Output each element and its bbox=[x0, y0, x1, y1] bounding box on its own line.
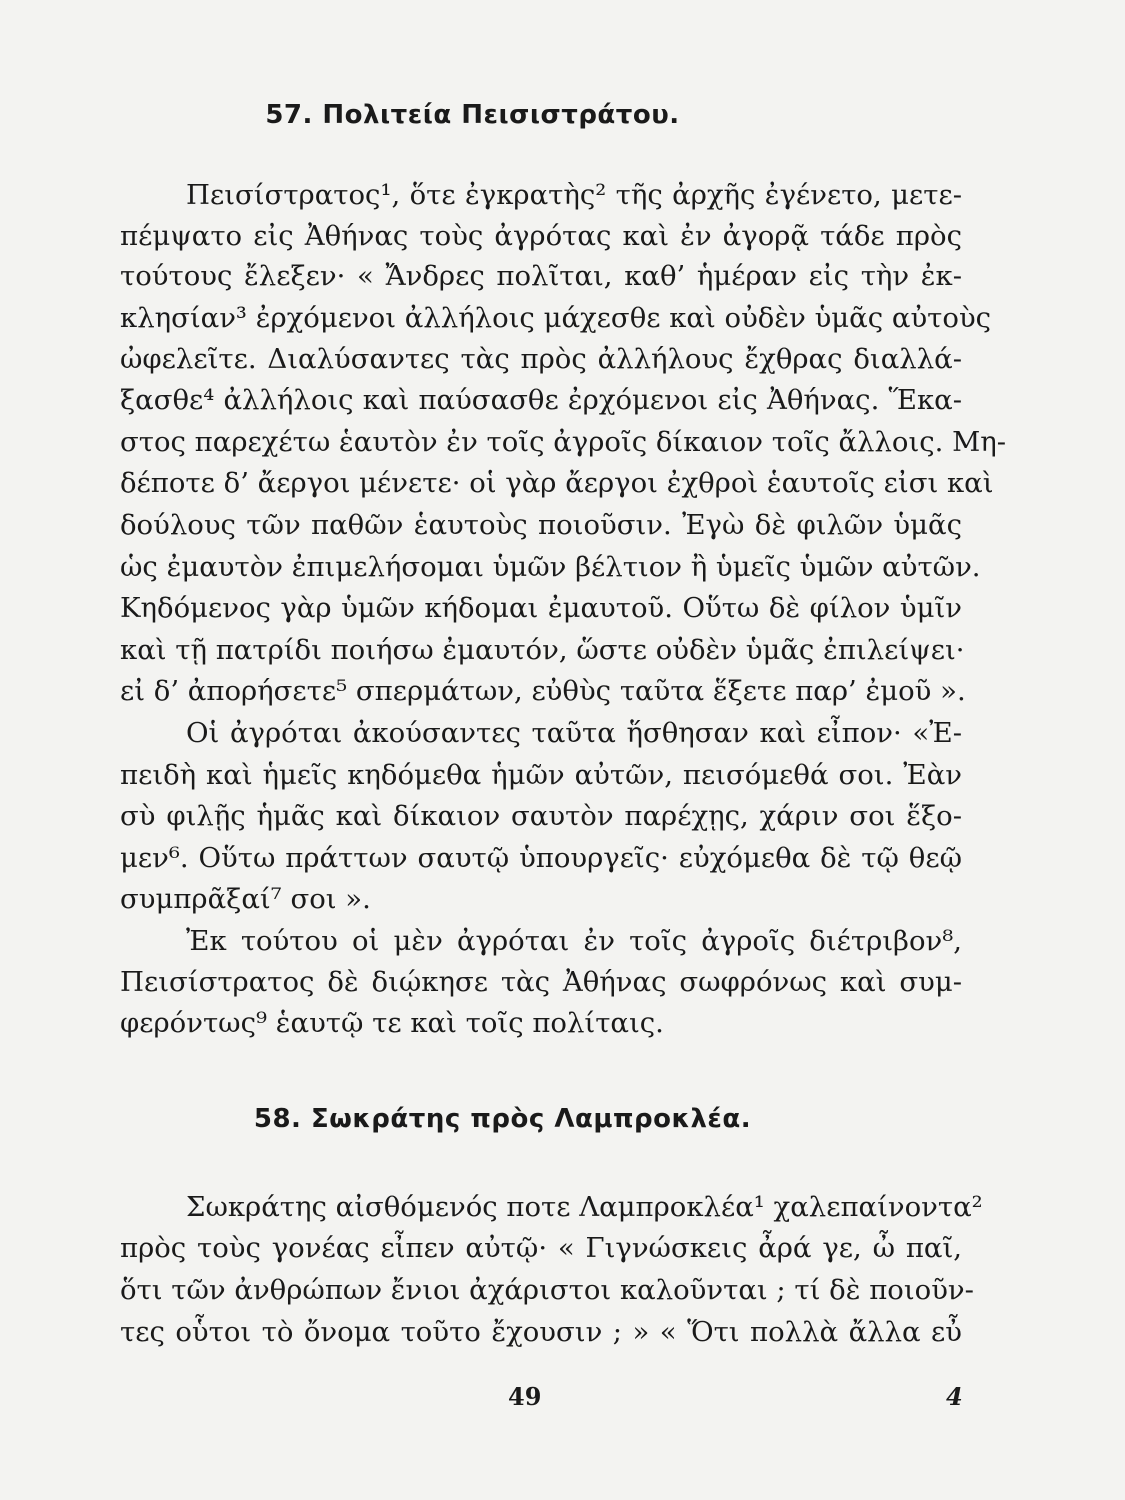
page-number: 49 bbox=[508, 1382, 542, 1411]
text-line: ὡς ἐμαυτὸν ἐπιμελήσομαι ὑμῶν βέλτιον ἢ ὑμεῖς ὑμῶν αὐτῶν. bbox=[120, 551, 981, 583]
text-line: στος παρεχέτω ἑαυτὸν ἐν τοῖς ἀγροῖς δίκαιον τοῖς ἄλλοις. Μη- bbox=[120, 426, 1007, 458]
text-line: τούτους ἔλεξεν· « Ἄνδρες πολῖται, καθ’ ἡμέραν εἰς τὴν ἐκ- bbox=[120, 260, 962, 292]
text-line: τες οὗτοι τὸ ὄνομα τοῦτο ἔχουσιν ; » « Ὅτι πολλὰ ἄλλα εὖ bbox=[120, 1316, 962, 1348]
section-58-title: 58. Σωκράτης πρὸς Λαμπροκλέα. bbox=[253, 1104, 752, 1134]
text-line: Ἐκ τούτου οἱ μὲν ἀγρόται ἐν τοῖς ἀγροῖς διέτριβον⁸, bbox=[186, 925, 962, 957]
text-line: δέποτε δ’ ἄεργοι μένετε· οἱ γὰρ ἄεργοι ἐχθροὶ ἑαυτοῖς εἰσι καὶ bbox=[120, 467, 994, 499]
text-line: Πεισίστρατος¹, ὅτε ἐγκρατὴς² τῆς ἀρχῆς ἐγένετο, μετε- bbox=[186, 179, 962, 211]
text-line: πειδὴ καὶ ἡμεῖς κηδόμεθα ἡμῶν αὐτῶν, πεισόμεθά σοι. Ἐὰν bbox=[120, 759, 962, 791]
section-57-title: 57. Πολιτεία Πεισιστράτου. bbox=[265, 100, 680, 130]
text-line: σὺ φιλῇς ἡμᾶς καὶ δίκαιον σαυτὸν παρέχῃς, χάριν σοι ἕξο- bbox=[120, 800, 962, 832]
text-line: πέμψατο εἰς Ἀθήνας τοὺς ἀγρότας καὶ ἐν ἀγορᾷ τάδε πρὸς bbox=[120, 220, 962, 252]
text-line: συμπρᾶξαί⁷ σοι ». bbox=[120, 883, 371, 915]
text-line: δούλους τῶν παθῶν ἑαυτοὺς ποιοῦσιν. Ἐγὼ δὲ φιλῶν ὑμᾶς bbox=[120, 509, 962, 541]
text-line: Πεισίστρατος δὲ διῴκησε τὰς Ἀθήνας σωφρόνως καὶ συμ- bbox=[120, 966, 962, 998]
text-line: Κηδόμενος γὰρ ὑμῶν κήδομαι ἐμαυτοῦ. Οὕτω δὲ φίλον ὑμῖν bbox=[120, 592, 962, 624]
text-line: Οἱ ἀγρόται ἀκούσαντες ταῦτα ἥσθησαν καὶ εἶπον· «Ἐ- bbox=[186, 717, 962, 749]
signature-mark: 4 bbox=[946, 1382, 963, 1411]
text-line: Σωκράτης αἰσθόμενός ποτε Λαμπροκλέα¹ χαλεπαίνοντα² bbox=[186, 1191, 983, 1223]
text-line: εἰ δ’ ἀπορήσετε⁵ σπερμάτων, εὐθὺς ταῦτα ἕξετε παρ’ ἐμοῦ ». bbox=[120, 675, 966, 707]
text-line: φερόντως⁹ ἑαυτῷ τε καὶ τοῖς πολίταις. bbox=[120, 1007, 664, 1039]
text-line: ξασθε⁴ ἀλλήλοις καὶ παύσασθε ἐρχόμενοι εἰς Ἀθήνας. Ἕκα- bbox=[120, 384, 962, 416]
text-line: πρὸς τοὺς γονέας εἶπεν αὐτῷ· « Γιγνώσκεις ἆρά γε, ὦ παῖ, bbox=[120, 1232, 962, 1264]
text-line: ὠφελεῖτε. Διαλύσαντες τὰς πρὸς ἀλλήλους ἔχθρας διαλλά- bbox=[120, 343, 962, 375]
text-line: μεν⁶. Οὕτω πράττων σαυτῷ ὑπουργεῖς· εὐχόμεθα δὲ τῷ θεῷ bbox=[120, 842, 962, 874]
text-line: καὶ τῇ πατρίδι ποιήσω ἐμαυτόν, ὥστε οὐδὲν ὑμᾶς ἐπιλείψει· bbox=[120, 634, 965, 666]
text-line: κλησίαν³ ἐρχόμενοι ἀλλήλοις μάχεσθε καὶ οὐδὲν ὑμᾶς αὐτοὺς bbox=[120, 302, 992, 334]
text-line: ὅτι τῶν ἀνθρώπων ἔνιοι ἀχάριστοι καλοῦνται ; τί δὲ ποιοῦν- bbox=[120, 1274, 974, 1306]
